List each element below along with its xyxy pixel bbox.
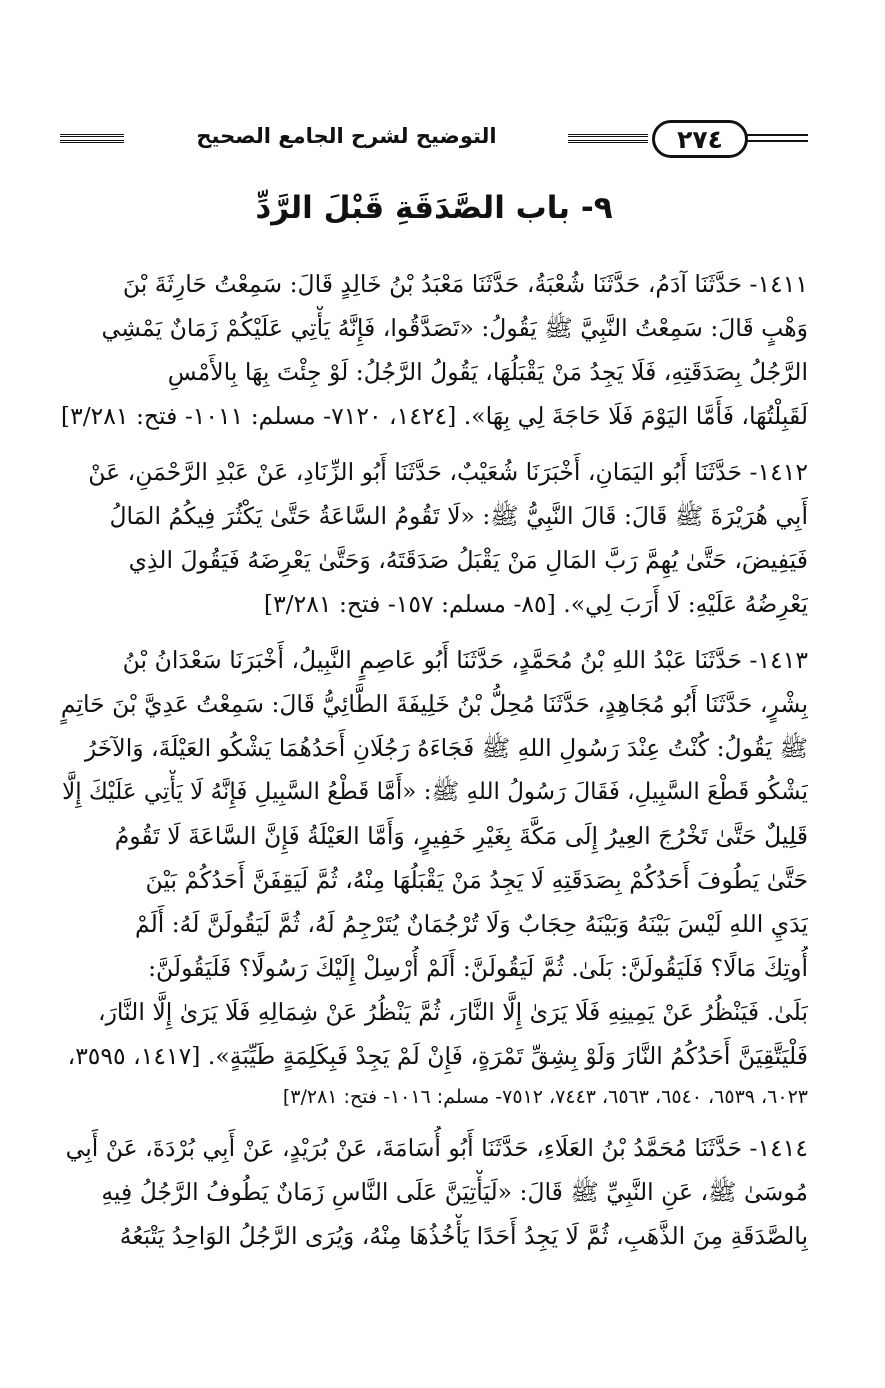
hadith-1414	[60, 1126, 808, 1258]
text-line: الرَّجُلُ بِصَدَقَتِهِ، فَلَا يَجِدُ مَنْ يَقْبَلُهَا، يَقُولُ الرَّجُلُ: لَوْ جِئْتَ بِهَا بِالأَمْسِ	[167, 358, 808, 386]
text-line: بِشْرٍ، حَدَّثَنَا أَبُو مُجَاهِدٍ، حَدَّثَنَا مُحِلُّ بْنُ خَلِيفَةَ الطَّائِيُّ قَالَ: سَمِعْتُ عَدِيَّ بْنَ حَاتِمٍ	[60, 690, 808, 718]
header-rule-right	[568, 134, 648, 143]
hadith-1413	[60, 638, 808, 1114]
text-line: فَلْيَتَّقِيَنَّ أَحَدُكُمُ النَّارَ وَلَوْ بِشِقِّ تَمْرَةٍ، فَإِنْ لَمْ يَجِدْ فَبِكَلِمَةٍ طَيِّبَةٍ». [١٤١٧، ٣٥٩٥،	[67, 1042, 808, 1070]
running-header	[60, 112, 808, 162]
page-body	[60, 262, 808, 1348]
text-line: ١٤١٣- حَدَّثَنَا عَبْدُ اللهِ بْنُ مُحَمَّدٍ، حَدَّثَنَا أَبُو عَاصِمٍ النَّبِيلُ، أَخْبَرَنَا سَعْدَانُ بْنُ	[122, 646, 808, 674]
text-line: يَدَيِ اللهِ لَيْسَ بَيْنَهُ وَبَيْنَهُ حِجَابٌ وَلَا تُرْجُمَانٌ يُتَرْجِمُ لَهُ، ثُمَّ لَيَقُولَنَّ لَهُ: أَلَمْ	[134, 910, 808, 938]
header-ornament	[744, 134, 808, 142]
chapter-heading: ٩- باب الصَّدَقَةِ قَبْلَ الرَّدِّ	[255, 190, 613, 226]
text-line: يَشْكُو قَطْعَ السَّبِيلِ، فَقَالَ رَسُولُ اللهِ ﷺ: «أَمَّا قَطْعُ السَّبِيلِ فَإِنَّهُ لَا يَأْتِي عَلَيْكَ إِلَّا	[62, 779, 808, 805]
running-title: التوضيح لشرح الجامع الصحيح	[196, 124, 497, 148]
text-line: قَلِيلٌ حَتَّىٰ تَخْرُجَ العِيرُ إِلَى مَكَّةَ بِغَيْرِ خَفِيرٍ، وَأَمَّا العَيْلَةُ فَإِنَّ السَّاعَةَ لَا تَقُومُ	[114, 822, 808, 850]
text-line: يَعْرِضُهُ عَلَيْهِ: لَا أَرَبَ لِي». [٨٥- مسلم: ١٥٧- فتح: ٣/٢٨١]	[263, 590, 808, 618]
text-line: ﷺ يَقُولُ: كُنْتُ عِنْدَ رَسُولِ اللهِ ﷺ فَجَاءَهُ رَجُلَانِ أَحَدُهُمَا يَشْكُو العَيْلَةَ، وَالآخَرُ	[84, 734, 808, 762]
text-line: بِالصَّدَقَةِ مِنَ الذَّهَبِ، ثُمَّ لَا يَجِدُ أَحَدًا يَأْخُذُهَا مِنْهُ، وَيُرَى الرَّجُلُ الوَاحِدُ يَتْبَعُهُ	[119, 1222, 808, 1250]
text-line: بَلَىٰ. فَيَنْظُرُ عَنْ يَمِينِهِ فَلَا يَرَىٰ إِلَّا النَّارَ، ثُمَّ يَنْظُرُ عَنْ شِمَالِهِ فَلَا يَرَىٰ إِلَّا النَّارَ،	[98, 998, 808, 1026]
hadith-1411	[60, 262, 808, 438]
text-line: مُوسَىٰ ﷺ، عَنِ النَّبِيِّ ﷺ قَالَ: «لَيَأْتِيَنَّ عَلَى النَّاسِ زَمَانٌ يَطُوفُ الرَّجُلُ فِيهِ	[101, 1178, 808, 1206]
page-number-badge	[652, 120, 748, 158]
text-line: وَهْبٍ قَالَ: سَمِعْتُ النَّبِيَّ ﷺ يَقُولُ: «تَصَدَّقُوا، فَإِنَّهُ يَأْتِي عَلَيْكُمْ زَمَانٌ يَمْشِي	[101, 314, 808, 342]
text-line: فَيَفِيضَ، حَتَّىٰ يُهِمَّ رَبَّ المَالِ مَنْ يَقْبَلُ صَدَقَتَهُ، وَحَتَّىٰ يَعْرِضَهُ فَيَقُولَ الذِي	[128, 546, 808, 574]
text-line: ١٤١٤- حَدَّثَنَا مُحَمَّدُ بْنُ العَلَاءِ، حَدَّثَنَا أَبُو أُسَامَةَ، عَنْ بُرَيْدٍ، عَنْ أَبِي بُرْدَةَ، عَنْ أَبِي	[65, 1134, 808, 1162]
reference-line: ٦٠٢٣، ٦٥٣٩، ٦٥٤٠، ٦٥٦٣، ٧٤٤٣، ٧٥١٢- مسلم: ١٠١٦- فتح: ٣/٢٨١]	[282, 1086, 808, 1108]
hadith-1412	[60, 450, 808, 626]
text-line: ١٤١٢- حَدَّثَنَا أَبُو اليَمَانِ، أَخْبَرَنَا شُعَيْبٌ، حَدَّثَنَا أَبُو الزِّنَادِ، عَنْ عَبْدِ الرَّحْمَنِ، عَنْ	[88, 458, 808, 486]
text-line: أَبِي هُرَيْرَةَ ﷺ قَالَ: قَالَ النَّبِيُّ ﷺ: «لَا تَقُومُ السَّاعَةُ حَتَّىٰ يَكْثُرَ فِيكُمُ المَالُ	[109, 502, 808, 530]
text-line: أُوتِكَ مَالًا؟ فَلَيَقُولَنَّ: بَلَىٰ. ثُمَّ لَيَقُولَنَّ: أَلَمْ أُرْسِلْ إِلَيْكَ رَسُولًا؟ فَلَيَقُولَنَّ:	[148, 954, 808, 982]
text-line: ١٤١١- حَدَّثَنَا آدَمُ، حَدَّثَنَا شُعْبَةُ، حَدَّثَنَا مَعْبَدُ بْنُ خَالِدٍ قَالَ: سَمِعْتُ حَارِثَةَ بْنَ	[122, 270, 808, 298]
text-line: لَقَبِلْتُهَا، فَأَمَّا اليَوْمَ فَلَا حَاجَةَ لِي بِهَا». [١٤٢٤، ٧١٢٠- مسلم: ١٠١١- فتح: ٣/٢٨١]	[60, 402, 808, 430]
text-line: حَتَّىٰ يَطُوفَ أَحَدُكُمْ بِصَدَقَتِهِ لَا يَجِدُ مَنْ يَقْبَلُهَا مِنْهُ، ثُمَّ لَيَقِفَنَّ أَحَدُكُمْ بَيْنَ	[145, 866, 808, 894]
header-rule-left	[60, 134, 124, 143]
page-number: ٢٧٤	[677, 124, 723, 154]
